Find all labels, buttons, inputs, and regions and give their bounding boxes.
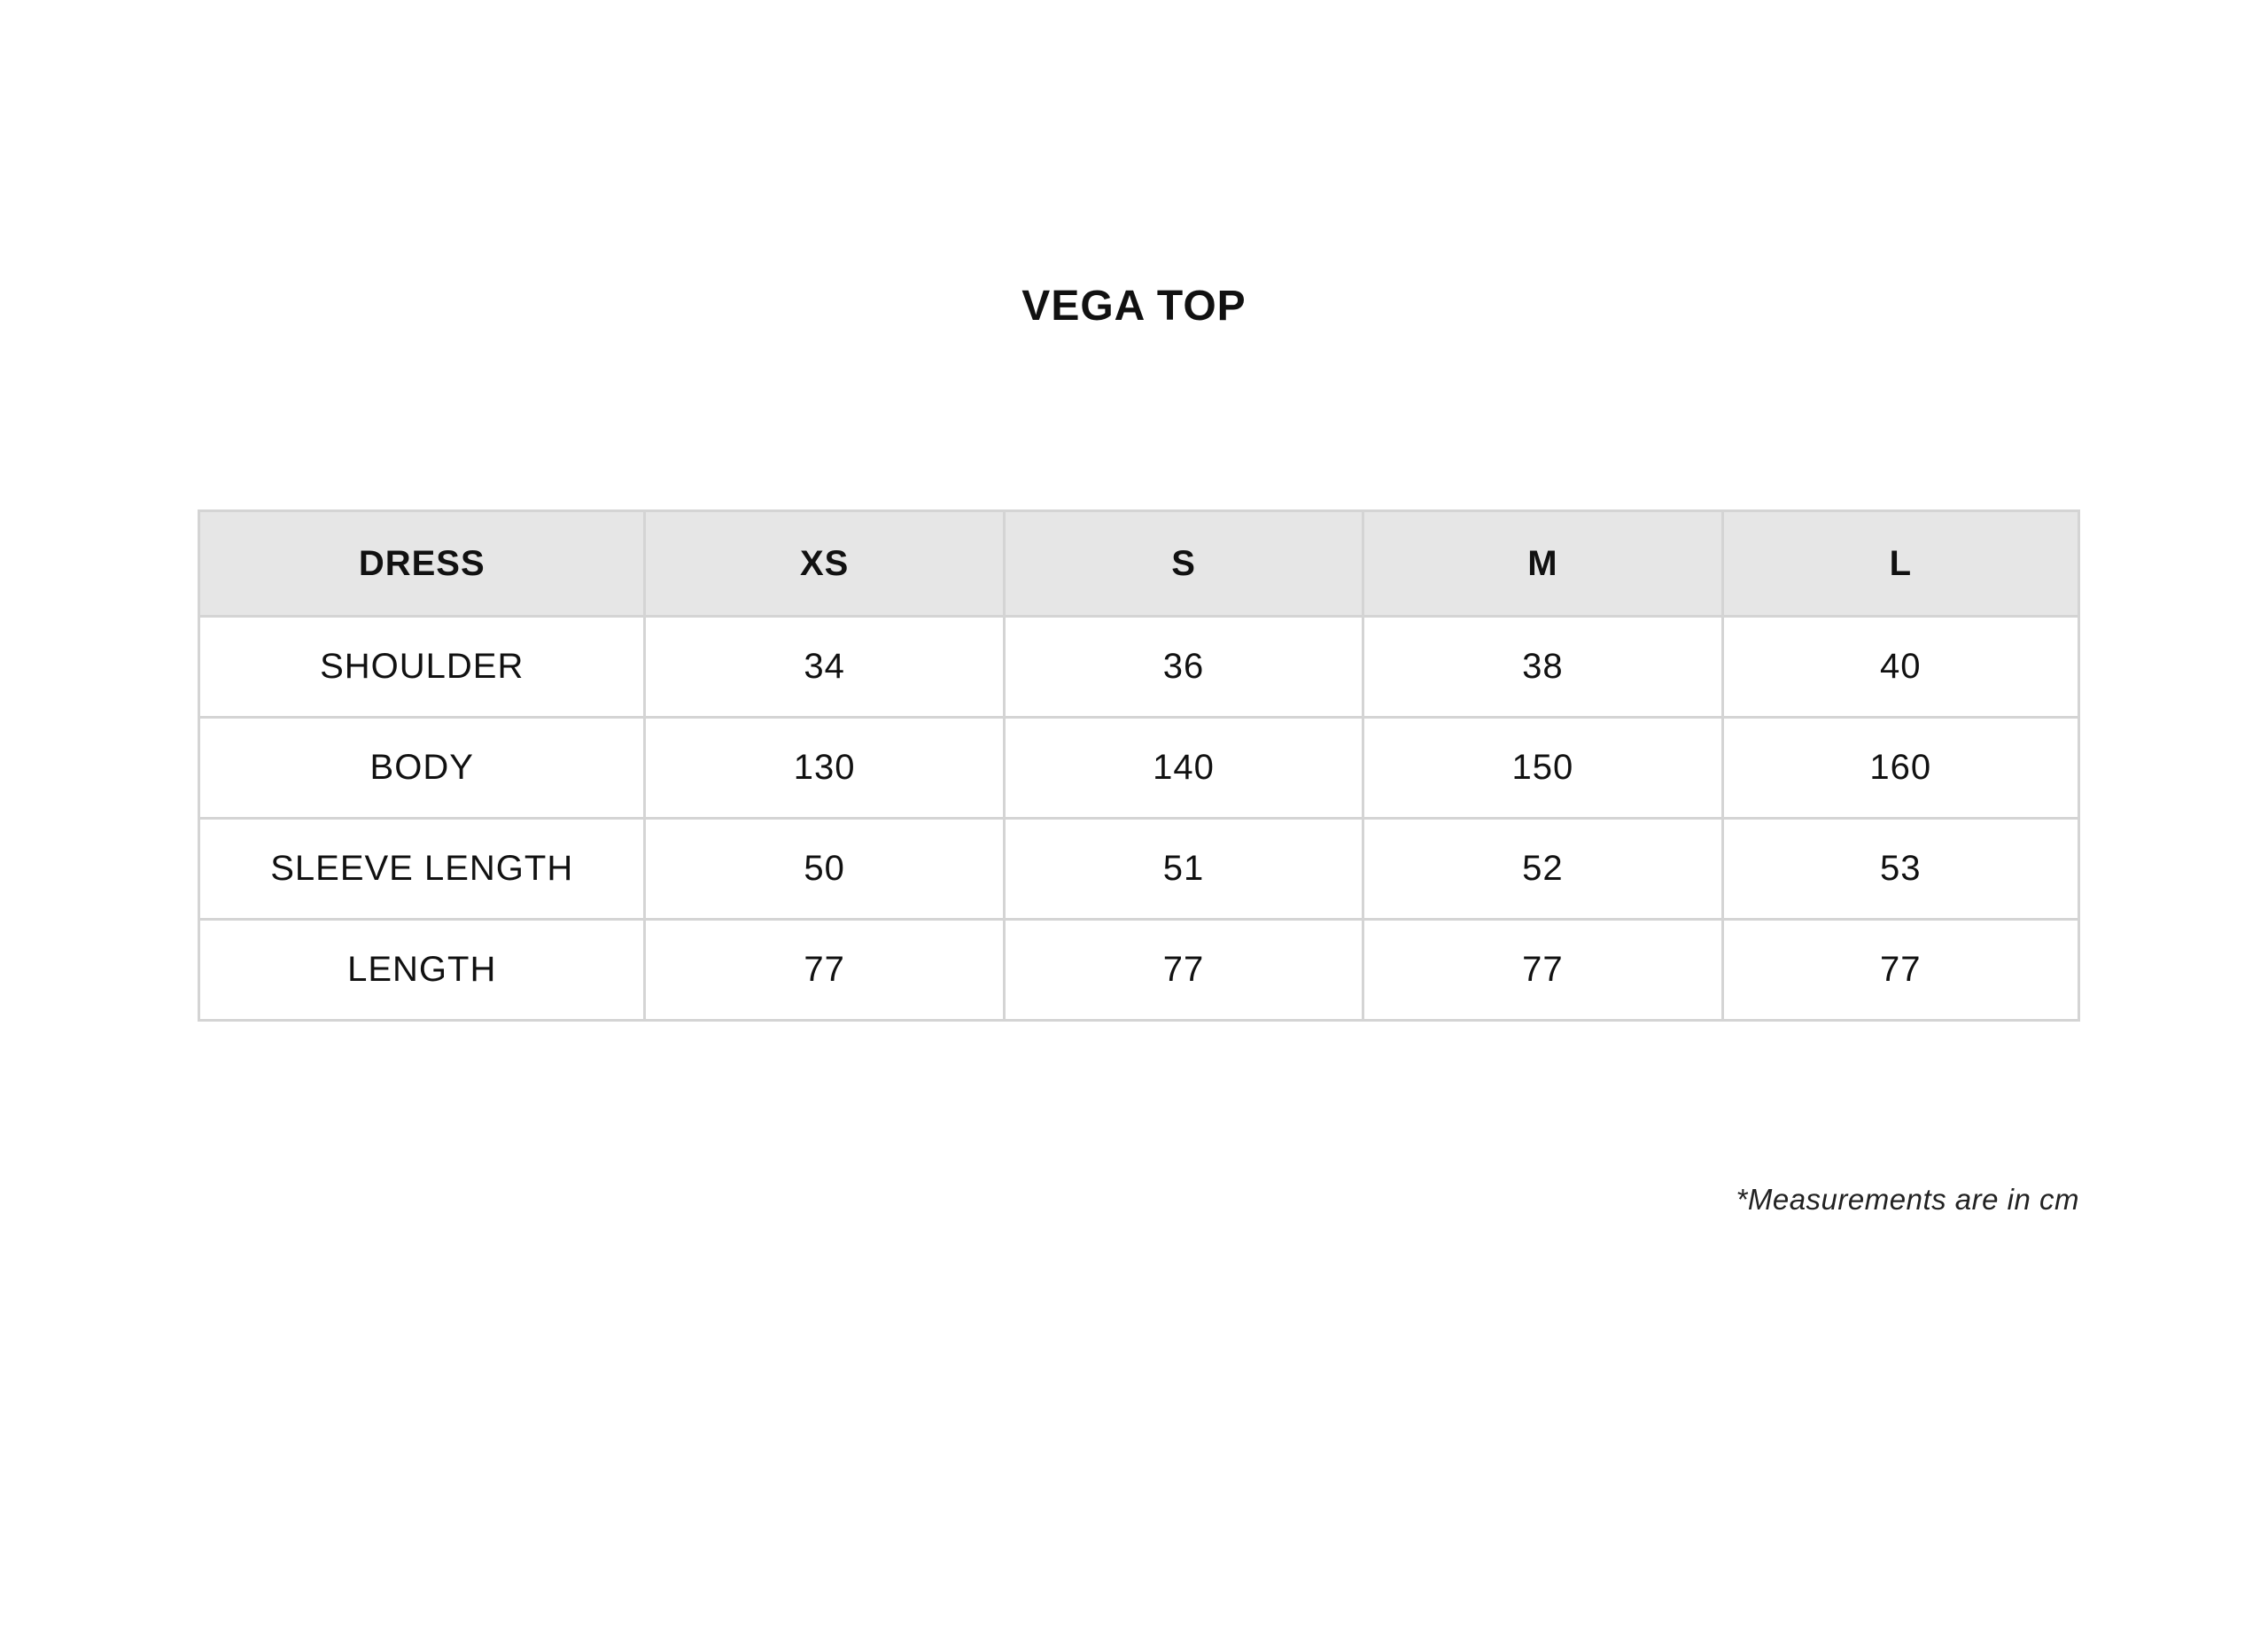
table-cell: 160	[1722, 718, 2078, 819]
table-cell: 150	[1363, 718, 1722, 819]
table-header-row	[199, 511, 2079, 617]
page-title: VEGA TOP	[1021, 283, 1247, 330]
table-cell: 140	[1004, 718, 1363, 819]
table-row	[199, 617, 2079, 718]
row-label: LENGTH	[199, 920, 645, 1021]
table-row	[199, 819, 2079, 920]
row-label: BODY	[199, 718, 645, 819]
table-cell: 77	[1722, 920, 2078, 1021]
header-cell-s: S	[1004, 511, 1363, 617]
table-cell: 40	[1722, 617, 2078, 718]
table-cell: 34	[645, 617, 1004, 718]
header-cell-xs: XS	[645, 511, 1004, 617]
header-cell-m: M	[1363, 511, 1722, 617]
row-label: SLEEVE LENGTH	[199, 819, 645, 920]
table-cell: 50	[645, 819, 1004, 920]
table-cell: 77	[645, 920, 1004, 1021]
table-cell: 52	[1363, 819, 1722, 920]
row-label: SHOULDER	[199, 617, 645, 718]
size-chart-table	[198, 509, 2080, 1022]
table-cell: 51	[1004, 819, 1363, 920]
table-cell: 77	[1004, 920, 1363, 1021]
table-cell: 130	[645, 718, 1004, 819]
table-cell: 53	[1722, 819, 2078, 920]
measurement-unit-note: *Measurements are in cm	[1736, 1183, 2079, 1216]
table-row	[199, 920, 2079, 1021]
header-cell-l: L	[1722, 511, 2078, 617]
header-cell-dress: DRESS	[199, 511, 645, 617]
table-cell: 38	[1363, 617, 1722, 718]
table-cell: 77	[1363, 920, 1722, 1021]
table-cell: 36	[1004, 617, 1363, 718]
table-row	[199, 718, 2079, 819]
